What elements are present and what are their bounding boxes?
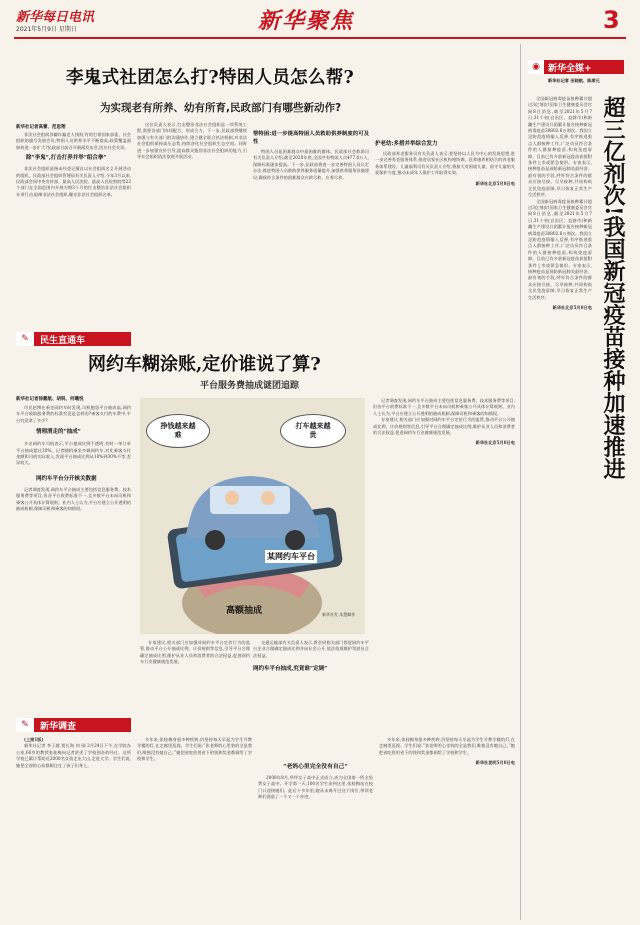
band-xinhua-media xyxy=(528,60,624,74)
article3-dateline: 新华社昆明5月8日电 xyxy=(475,760,515,766)
article1-headline: 李鬼式社团怎么打?特困人员怎么帮? xyxy=(66,68,355,88)
globe-icon: ◉ xyxy=(528,60,544,74)
masthead xyxy=(0,0,640,40)
article1-body1: 非法社会组织是指未经登记擅自以社会组织名义开展活动的组织。民政部社会组织管理局有关负责人介绍,今年3月以来,民政部会同中央宣传部、最高人民法院、最高人民检察院等22个部门在全国范围内开展为期3个月的打击整治非法社会组织专项行动,取缔非法社会组织,曝光非法社会组织名单。 xyxy=(16,166,131,197)
page-number: 3 xyxy=(603,6,620,34)
article3-col2 xyxy=(137,737,252,917)
article3-body3: 2008年8月,华坪女子高中正式成立,成为全国第一所全免费女子高中。开学第一天,100名学生来到这里,张桂梅站在校门口迎接她们。此后十多年里,她从未离开过这个岗位,带领老师们创造了一个又一个奇迹。 xyxy=(258,775,373,800)
sidebar-col xyxy=(528,96,592,916)
article2-col4 xyxy=(253,640,369,730)
wheel-left-icon xyxy=(205,530,225,550)
article3-lead-label: (上接1版) xyxy=(24,737,44,742)
article3-body1: 新华社记者 李子越 贾长海 何 刚 2月24日下午,在学院办公室,60岁的教授张桂梅向记者讲述了学校创办的经过。这所学校已累计帮助近2000名女孩走出大山,走进大学。学生们说,她把全部的心血都倾注在了孩子们身上。 xyxy=(16,743,131,768)
article2-lead: 市民赵博在乘坐网约车时发现,司机抱怨平台抽成高,网约车平台收取服务费的标准究竟是怎样的?乘客支付的车费中,平台究竟拿了多少? xyxy=(16,405,131,423)
article3-col4 xyxy=(379,737,515,917)
article1-col1 xyxy=(16,132,131,292)
illustration xyxy=(140,398,365,634)
sidebar-body: 全国新冠病毒疫苗接种累计超过3亿剂次!国家卫生健康委员会官网8日消息,截至2021年5月7日,31个省(自治区、直辖市)和新疆生产建设兵团累计报告接种新冠病毒疫苗30802.6万剂次。我国立足防范疫情输入反弹,有序推进重点人群接种工作,广泛动员符合条件的人群接种疫苗,构筑免疫屏障。目前已有多款新冠疫苗获批附条件上市或紧急使用。专家表示,接种疫苗是预防新冠肺炎最经济、最有效的手段,呼吁符合条件的群众应接尽接、尽早接种,共同构筑全民免疫屏障,早日恢复正常生产生活秩序。 xyxy=(528,96,592,198)
article3-col3 xyxy=(258,737,373,917)
article1-col2 xyxy=(137,122,247,322)
driver-head xyxy=(225,491,239,505)
car-window xyxy=(210,486,290,514)
bubble-driver xyxy=(146,414,210,448)
article2-sub2: 网约车平台分开核关数据 xyxy=(36,475,97,482)
article2-subheadline: 平台服务费抽成谜团追踪 xyxy=(200,381,300,391)
band-minsheng xyxy=(16,332,131,346)
article2-body3: 专家建议,相关部门应加强对网约车平台定价行为的监管,推动平台公开抽成比例、计价规则等信息,引导平台合理确定抽成比例,维护从业人员和消费者的合法权益,促进网约车行业健康规范发展。 xyxy=(140,640,250,665)
paper-name: 新华每日电讯 xyxy=(16,10,95,25)
article2-sub1: 情理渭走的“抽成” xyxy=(36,429,81,436)
masthead-rule xyxy=(14,37,626,39)
article2-col5 xyxy=(373,398,515,718)
platform-label: 某网约车平台 xyxy=(267,552,315,561)
sidebar-dateline: 新华社北京5月8日电 xyxy=(552,305,592,310)
article2-byline: 新华社记者徐鹏航、胡锐、何曦悦 xyxy=(16,397,84,402)
article1-sub1: 除“李鬼”,打击打养并举“组合拳” xyxy=(26,155,107,162)
article2-col3 xyxy=(140,640,250,720)
article1-subheadline: 为实现老有所养、幼有所育,民政部门有哪些新动作? xyxy=(100,102,342,114)
article2-sub3: 网约车平台抽成,究竟谁“定调” xyxy=(253,666,328,673)
passenger-head xyxy=(261,491,275,505)
article1-body3: 特困人员是困难群众中最困难的群体。民政部社会救助司有关负责人介绍,截至2020年底,全国共有特困人员477.6万人,保障标准逐步提高。下一步,民政部将进一步完善特困人员认定办法,推进特困人员救助供养服务质量提升,加强供养服务设施建设,确保符合条件的困难群众应救尽救、应养尽养。 xyxy=(253,149,369,180)
article2-body2: 记者调查发现,网约车平台抽成主要包括信息服务费、技术服务费等项目,但各平台收费标准不一,且多数平台未向司机和乘客公开具体计算规则。业内人士认为,平台应建立公开透明的抽成机制,保障司机和乘客的知情权。 xyxy=(16,486,131,512)
article2-body-extra2: 专家建议,相关部门应加强对网约车平台定价行为的监管,推动平台公开抽成比例、计价规则等信息,引导平台合理确定抽成比例,维护从业人员和消费者的合法权益,促进网约车行业健康规范发展。 xyxy=(373,417,515,436)
issue-date: 2021年5月9日 星期日 xyxy=(16,26,77,33)
article1-byline: 新华社记者高蕾、范思翔 xyxy=(16,125,66,130)
article1-body4: 民政部养老服务司有关负责人表示,要坚持以人民为中心的发展思想,进一步完善养老服务体系,推进居家社区机构相协调、医养康养相结合的养老服务体系建设。儿童福利司有关负责人介绍,将加大对困境儿童、留守儿童的关爱保护力度,推动未成年人保护工作取得实效。 xyxy=(375,151,515,176)
band-minsheng-label: 民生直通车 xyxy=(40,335,86,346)
sidebar-divider xyxy=(520,44,521,920)
article2-body-extra: 记者调查发现,网约车平台抽成主要包括信息服务费、技术服务费等项目,但各平台收费标准不一,且多数平台未向司机和乘客公开具体计算规则。业内人士认为,平台应建立公开透明的抽成机制,保障司机和乘客的知情权。 xyxy=(373,398,515,416)
article2-col1 xyxy=(16,405,131,695)
article2-body1: 多名网约车司机表示,平台抽成比例不透明,有时一单订单平台抽成超过20%。记者随机乘坐多辆网约车,对比乘客支付金额和司机实际收入,发现平台抽成比例从10%到30%不等,差异较大。 xyxy=(16,441,131,466)
section-title: 新华聚焦 xyxy=(258,8,355,34)
article3-body3b: 多年来,张桂梅身患多种疾病,仍坚持每天早起为学生开教学楼的灯,在走廊里巡视。学生们说:“张老师的心里装的全是我们,唯独没有她自己。”她把省吃俭用省下的钱和奖金都捐给了学校和学生。 xyxy=(379,737,515,755)
article3-body2: 多年来,张桂梅身患多种疾病,仍坚持每天早起为学生开教学楼的灯,在走廊里巡视。学生们说:“张老师的心里装的全是我们,唯独没有她自己。”她把省吃俭用省下的钱和奖金都捐给了学校和学生。 xyxy=(137,737,252,762)
band-xinhua-survey-label: 新华调查 xyxy=(40,721,77,732)
article1-dateline: 新华社北京5月8日电 xyxy=(475,180,515,186)
article1-col3 xyxy=(253,122,369,322)
article3-sub1: “老妈心里完全没有自己” xyxy=(283,764,348,770)
band-xinhua-survey xyxy=(16,718,131,732)
article1-body2: 这位负责人表示,打击整治非法社会组织是一项系统工程,需要各部门协同配合、形成合力。下一步,民政部将继续加强与有关部门的沟通协作,建立健全联合执法机制,对非法社会组织保持高压态势,持续净化社会组织生态空间。同时进一步加强宣传引导,提高群众甄别非法社会组织的能力,引导社会组织依法依规开展活动。 xyxy=(137,122,247,160)
pen-icon: ✎ xyxy=(16,332,34,346)
article1-sub2: 帮特困:进一步提高特困人员救助供养制度的可及性 xyxy=(253,131,369,145)
pen-icon: ✎ xyxy=(16,718,34,732)
article1-sub3: 护老幼:多措并举综合发力 xyxy=(375,141,438,147)
article2-body4: 交通运输部有关负责人表示,将会同相关部门督促网约车平台企业合理确定抽成比例并向社会公开,依法依规维护驾驶员合法权益。 xyxy=(253,640,369,658)
bubble-passenger-text: 打车越来越贵 xyxy=(295,422,331,439)
bubble-passenger xyxy=(280,414,346,448)
article1-lead: 非法社会组织涉嫌诈骗老人钱财,有的打着国家部委、社会组织的旗号发展会员;特困人员供养水平不断提高,政策覆盖面如何进一步扩大?民政部日前召开新闻发布会,回应社会关切。 xyxy=(16,132,131,150)
sidebar-vertical-title: 超三亿剂次!我国新冠疫苗接种加速推进 xyxy=(600,96,626,480)
sidebar-byline: 新华社记者 田晓航、陈席元 xyxy=(548,78,600,83)
article3-col1 xyxy=(16,737,131,917)
sidebar-body-repeat: 全国新冠病毒疫苗接种累计超过3亿剂次!国家卫生健康委员会官网8日消息,截至2021年5月7日,31个省(自治区、直辖市)和新疆生产建设兵团累计报告接种新冠病毒疫苗30802.6万剂次。我国立足防范疫情输入反弹,有序推进重点人群接种工作,广泛动员符合条件的人群接种疫苗,构筑免疫屏障。目前已有多款新冠疫苗获批附条件上市或紧急使用。专家表示,接种疫苗是预防新冠肺炎最经济、最有效的手段,呼吁符合条件的群众应接尽接、尽早接种,共同构筑全民免疫屏障,早日恢复正常生产生活秩序。 xyxy=(528,198,592,300)
article2-headline: 网约车糊涂账,定价谁说了算? xyxy=(88,354,321,375)
bubble-driver-text: 挣钱越来越难 xyxy=(160,422,196,439)
article1-col4 xyxy=(375,122,515,332)
article2-dateline: 新华社北京5月8日电 xyxy=(475,440,515,446)
illustration-caption: 新华社发 朱慧卿作 xyxy=(322,612,356,617)
bag-label: 高额抽成 xyxy=(226,606,263,616)
band-xinhua-media-label: 新华全媒+ xyxy=(548,63,592,74)
wheel-right-icon xyxy=(285,530,305,550)
